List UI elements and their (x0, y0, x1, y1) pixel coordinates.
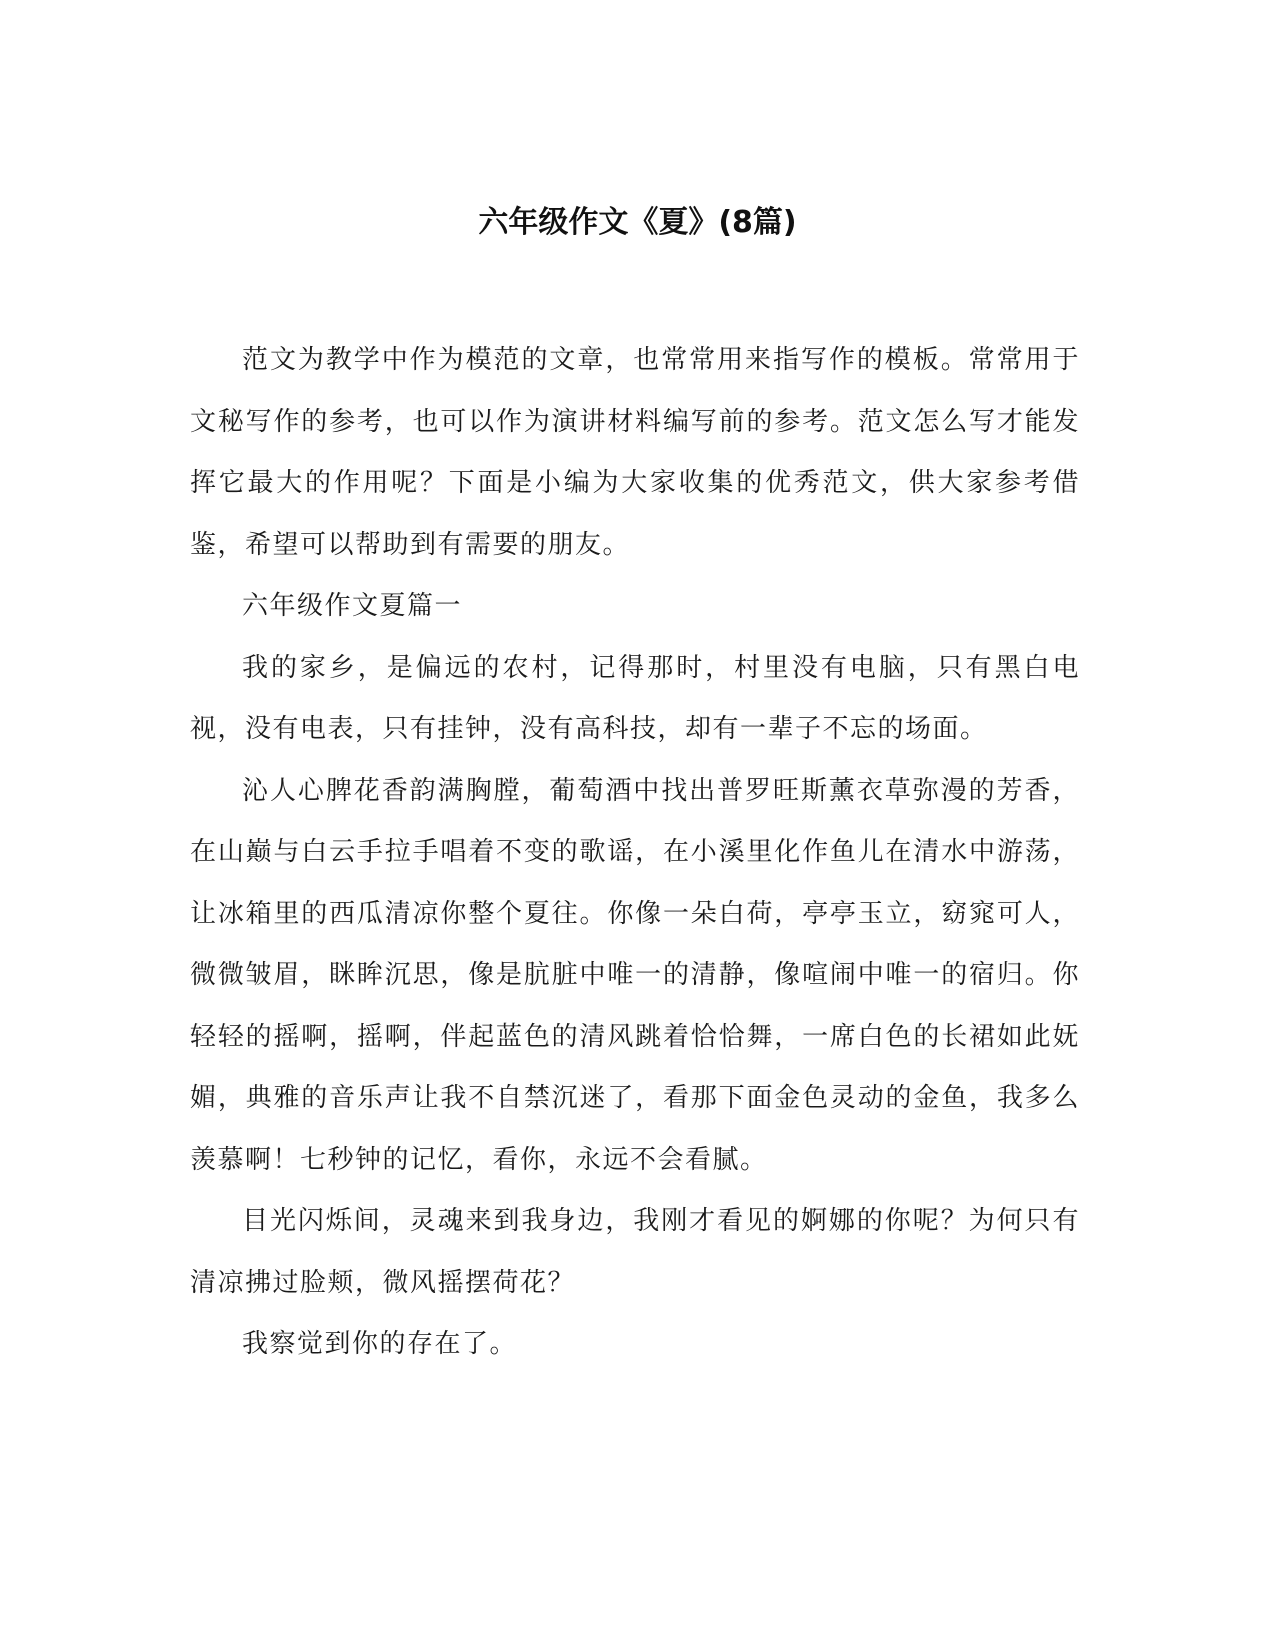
intro-paragraph: 范文为教学中作为模范的文章，也常常用来指写作的模板。常常用于文秘写作的参考，也可以作为演讲材料编写前的参考。范文怎么写才能发挥它最大的作用呢？下面是小编为大家收集的优秀范文，供大家参考借鉴，希望可以帮助到有需要的朋友。 (190, 345, 1080, 560)
body-paragraph: 我的家乡，是偏远的农村，记得那时，村里没有电脑，只有黑白电视，没有电表，只有挂钟，没有高科技，却有一辈子不忘的场面。 (190, 652, 1080, 744)
document-body (190, 330, 1080, 1376)
body-paragraph: 目光闪烁间，灵魂来到我身边，我刚才看见的婀娜的你呢？为何只有清凉拂过脸颊，微风摇摆荷花？ (190, 1206, 1080, 1298)
body-paragraph: 我察觉到你的存在了。 (242, 1329, 518, 1359)
section-heading: 六年级作文夏篇一 (242, 591, 463, 621)
body-paragraph: 沁人心脾花香韵满胸膛，葡萄酒中找出普罗旺斯薰衣草弥漫的芳香，在山巅与白云手拉手唱着不变的歌谣，在小溪里化作鱼儿在清水中游荡，让冰箱里的西瓜清凉你整个夏往。你像一朵白荷，亭亭玉立，窈窕可人，微微皱眉，眯眸沉思，像是肮脏中唯一的清静，像喧闹中唯一的宿归。你轻轻的摇啊，摇啊，伴起蓝色的清风跳着恰恰舞，一席白色的长裙如此妩媚，典雅的音乐声让我不自禁沉迷了，看那下面金色灵动的金鱼，我多么羡慕啊！七秒钟的记忆，看你，永远不会看腻。 (190, 775, 1080, 1175)
document-title: 六年级作文《夏》(8篇) (478, 205, 797, 240)
